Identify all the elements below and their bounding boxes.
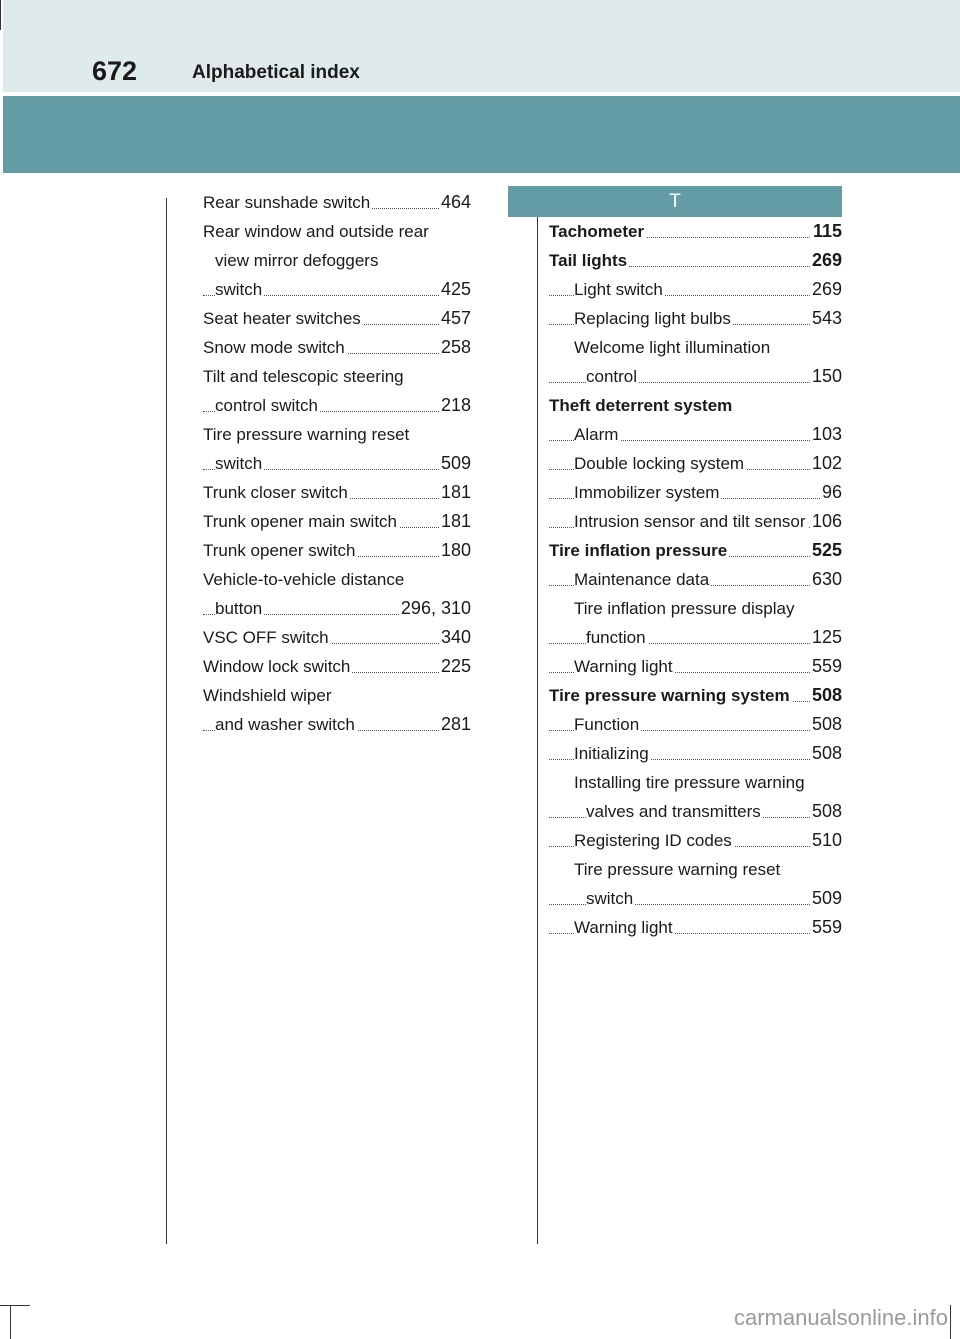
column-divider-left xyxy=(166,198,167,1244)
index-entry-label: control xyxy=(586,367,638,386)
index-entry-label: function xyxy=(586,628,646,647)
index-entry-label: Installing tire pressure warning xyxy=(574,773,805,792)
index-entry xyxy=(549,217,842,246)
index-entry xyxy=(549,275,842,304)
index-entry-label: Window lock switch xyxy=(203,657,351,676)
index-entry xyxy=(203,391,471,420)
index-entry xyxy=(203,188,471,217)
index-entry-page: 457 xyxy=(439,304,471,333)
index-entry xyxy=(549,594,842,623)
index-entry-page: 269 xyxy=(810,275,842,304)
index-entry xyxy=(549,797,842,826)
index-entry-label: control switch xyxy=(215,396,318,415)
index-entry-label: Tire inflation pressure xyxy=(549,541,728,560)
index-entry-page: 509 xyxy=(810,884,842,913)
index-entry-label: Tire pressure warning reset xyxy=(574,860,781,879)
index-entry-page: 125 xyxy=(810,623,842,652)
index-entry xyxy=(203,246,471,275)
index-entry-label: Trunk closer switch xyxy=(203,483,348,502)
index-entry xyxy=(549,478,842,507)
index-entry-label: VSC OFF switch xyxy=(203,628,329,647)
index-entry xyxy=(203,449,471,478)
index-entry-page: 464 xyxy=(439,188,471,217)
index-entry-label: Trunk opener main switch xyxy=(203,512,398,531)
index-entry xyxy=(203,565,471,594)
index-entry-label: Double locking system xyxy=(574,454,745,473)
index-entry xyxy=(549,884,842,913)
index-entry-page: 508 xyxy=(810,710,842,739)
index-entry-label: Function xyxy=(574,715,640,734)
index-entry-label: Rear window and outside rear xyxy=(203,222,429,241)
index-entry-label: Replacing light bulbs xyxy=(574,309,731,328)
index-entry-label: Tilt and telescopic steering xyxy=(203,367,404,386)
column-divider-middle xyxy=(537,210,538,1244)
index-entry-page: 508 xyxy=(810,797,842,826)
crop-mark-top-left-v xyxy=(0,0,1,30)
index-entry-label: Rear sunshade switch xyxy=(203,193,371,212)
index-entry-label: and washer switch xyxy=(215,715,355,734)
index-entry xyxy=(549,681,842,710)
index-entry xyxy=(549,391,842,420)
index-entry xyxy=(203,623,471,652)
index-entry xyxy=(203,478,471,507)
index-entry xyxy=(549,623,842,652)
index-entry-page: 509 xyxy=(439,449,471,478)
index-entry-page: 630 xyxy=(810,565,842,594)
index-entry xyxy=(203,536,471,565)
index-entry-page: 281 xyxy=(439,710,471,739)
index-entry-label: view mirror defoggers xyxy=(215,251,379,270)
index-entry xyxy=(549,652,842,681)
index-entry-label: switch xyxy=(586,889,634,908)
index-entry xyxy=(549,768,842,797)
index-entry xyxy=(203,652,471,681)
index-column-left xyxy=(203,188,471,739)
index-entry xyxy=(203,217,471,246)
index-entry-page: 559 xyxy=(810,913,842,942)
index-entry xyxy=(203,275,471,304)
index-entry-label: Theft deterrent system xyxy=(549,396,733,415)
index-entry-page: 106 xyxy=(810,507,842,536)
index-entry-label: Seat heater switches xyxy=(203,309,361,328)
index-entry-label: Registering ID codes xyxy=(574,831,732,850)
index-entry xyxy=(203,420,471,449)
index-entry-label: Maintenance data xyxy=(574,570,710,589)
index-entry-page: 340 xyxy=(439,623,471,652)
index-entry-label: Welcome light illumination xyxy=(574,338,771,357)
index-entry-label: Warning light xyxy=(574,657,673,676)
index-entry-page: 180 xyxy=(439,536,471,565)
index-entry-label: Vehicle-to-vehicle distance xyxy=(203,570,405,589)
index-entry xyxy=(549,362,842,391)
index-entry xyxy=(203,304,471,333)
index-entry-page: 102 xyxy=(810,449,842,478)
index-entry-label: Tire inflation pressure display xyxy=(574,599,795,618)
index-entry-label: switch xyxy=(215,454,263,473)
index-entry xyxy=(549,333,842,362)
crop-mark-bottom-left-h xyxy=(0,1305,30,1306)
index-entry-label: Immobilizer system xyxy=(574,483,720,502)
index-entry xyxy=(549,710,842,739)
index-entry-page: 225 xyxy=(439,652,471,681)
watermark: carmanualsonline.info xyxy=(733,1305,948,1330)
index-entry-label: Windshield wiper xyxy=(203,686,332,705)
index-entry-label: switch xyxy=(215,280,263,299)
index-entry xyxy=(549,449,842,478)
decorative-band xyxy=(3,96,960,173)
index-entry-label: button xyxy=(215,599,263,618)
index-entry-label: Snow mode switch xyxy=(203,338,345,357)
index-entry-label: Warning light xyxy=(574,918,673,937)
index-entry-page: 296, 310 xyxy=(399,594,471,623)
crop-mark-bottom-left-v xyxy=(10,1305,11,1339)
index-entry-label: Light switch xyxy=(574,280,663,299)
index-entry-page: 181 xyxy=(439,507,471,536)
index-entry-page: 559 xyxy=(810,652,842,681)
index-entry xyxy=(549,420,842,449)
index-entry xyxy=(549,913,842,942)
index-entry xyxy=(203,333,471,362)
index-entry-label: Initializing xyxy=(574,744,649,763)
page-number: 672 xyxy=(92,56,138,86)
index-entry xyxy=(549,536,842,565)
index-entry xyxy=(203,594,471,623)
index-entry-page: 181 xyxy=(439,478,471,507)
index-entry-label: Tire pressure warning system xyxy=(549,686,790,705)
index-entry-page: 508 xyxy=(810,739,842,768)
index-entry xyxy=(549,826,842,855)
index-column-right xyxy=(549,217,842,942)
index-entry-page: 150 xyxy=(810,362,842,391)
index-entry-label: Tachometer xyxy=(549,222,645,241)
index-entry-label: Alarm xyxy=(574,425,619,444)
index-entry-page: 115 xyxy=(811,217,842,246)
index-entry-page: 96 xyxy=(820,478,842,507)
header-band xyxy=(3,0,960,92)
index-entry xyxy=(203,710,471,739)
index-entry xyxy=(549,304,842,333)
index-entry-page: 543 xyxy=(810,304,842,333)
index-entry xyxy=(549,565,842,594)
index-entry xyxy=(203,507,471,536)
index-entry-label: valves and transmitters xyxy=(586,802,761,821)
section-title: Alphabetical index xyxy=(192,62,360,83)
index-entry-label: Tire pressure warning reset xyxy=(203,425,410,444)
index-entry xyxy=(549,739,842,768)
index-entry-page: 258 xyxy=(439,333,471,362)
index-entry xyxy=(549,507,842,536)
index-entry xyxy=(203,362,471,391)
index-entry xyxy=(549,246,842,275)
index-entry-page: 510 xyxy=(810,826,842,855)
index-entry-page: 508 xyxy=(810,681,842,710)
index-entry-page: 218 xyxy=(439,391,471,420)
index-entry-label: Trunk opener switch xyxy=(203,541,356,560)
index-entry-page: 103 xyxy=(810,420,842,449)
crop-mark-bottom-right-v xyxy=(950,1305,951,1339)
letter-heading: T xyxy=(508,186,842,217)
index-entry-label: Tail lights xyxy=(549,251,628,270)
index-entry-label: Intrusion sensor and tilt sensor xyxy=(574,512,806,531)
index-entry xyxy=(203,681,471,710)
index-entry xyxy=(549,855,842,884)
index-entry-page: 425 xyxy=(439,275,471,304)
index-entry-page: 525 xyxy=(810,536,842,565)
index-entry-page: 269 xyxy=(810,246,842,275)
